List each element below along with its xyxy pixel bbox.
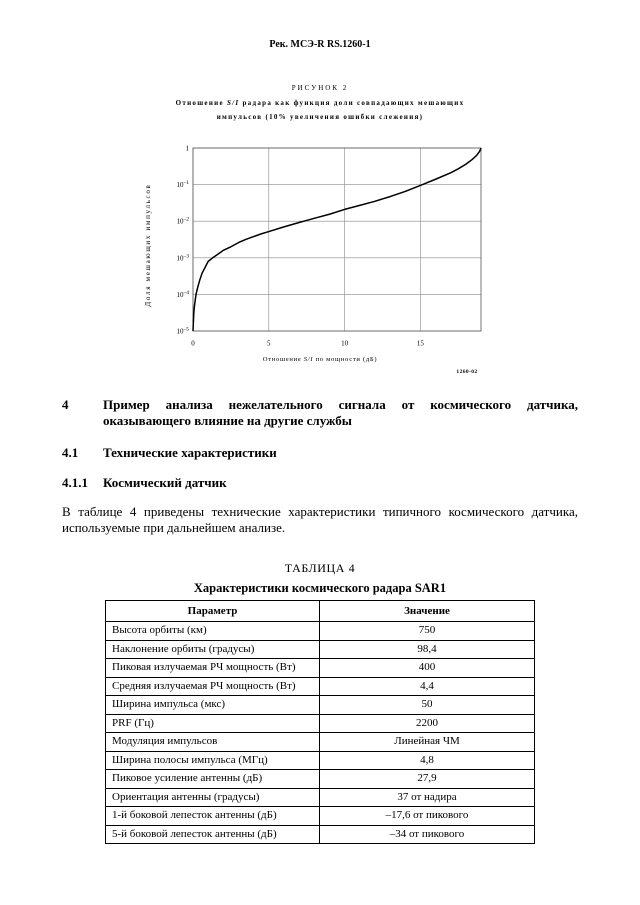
parameter-cell: Пиковая излучаемая РЧ мощность (Вт) <box>106 659 320 678</box>
y-tick-base: 10 <box>176 290 184 299</box>
table-row <box>106 622 535 641</box>
tick-layer <box>177 145 425 348</box>
paragraph-line: используемые при дальнейшем анализе. <box>62 520 286 535</box>
y-tick-label <box>177 253 190 262</box>
y-tick-exponent: –1 <box>183 180 189 187</box>
y-tick-label <box>186 145 190 153</box>
figure-label: РИСУНОК 2 <box>291 84 349 92</box>
grid-layer <box>193 148 481 331</box>
column-header-value: Значение <box>320 601 535 622</box>
subsection-number: 4.1 <box>62 445 79 460</box>
y-tick-label <box>177 180 190 189</box>
subsubsection-number: 4.1.1 <box>62 475 88 490</box>
table-header-row <box>106 601 535 622</box>
x-axis-label-emphasis: S/I <box>303 356 314 363</box>
table-row <box>106 807 535 826</box>
y-tick-exponent: –4 <box>183 289 189 296</box>
subsection-title: Технические характеристики <box>103 445 277 460</box>
parameter-cell: Ширина полосы импульса (МГц) <box>106 751 320 770</box>
figure-title-line-1 <box>0 98 640 108</box>
figure-chart <box>0 130 640 380</box>
x-tick-label: 15 <box>416 339 424 348</box>
parameter-cell: Модуляция импульсов <box>106 733 320 752</box>
value-cell: 4,4 <box>320 677 535 696</box>
curve-layer <box>193 148 481 331</box>
value-cell: –17,6 от пикового <box>320 807 535 826</box>
figure-title-text: радара как функция доли совпадающих мешающих <box>239 99 465 107</box>
body-paragraph <box>62 504 578 536</box>
parameter-cell: Пиковое усиление антенны (дБ) <box>106 770 320 789</box>
value-cell: 2200 <box>320 714 535 733</box>
value-cell: –34 от пикового <box>320 825 535 844</box>
parameter-cell: Ориентация антенны (градусы) <box>106 788 320 807</box>
y-tick-exponent: –3 <box>183 253 189 260</box>
parameter-cell: 5-й боковой лепесток антенны (дБ) <box>106 825 320 844</box>
value-cell: 750 <box>320 622 535 641</box>
value-cell: Линейная ЧМ <box>320 733 535 752</box>
figure-code: 1260-02 <box>456 369 478 375</box>
y-tick-base: 10 <box>176 254 184 263</box>
y-tick-label <box>177 327 190 336</box>
y-tick-label <box>177 290 190 299</box>
parameter-cell: PRF (Гц) <box>106 714 320 733</box>
parameter-cell: Наклонение орбиты (градусы) <box>106 640 320 659</box>
running-header: Рек. МСЭ-R RS.1260-1 <box>269 39 371 50</box>
y-tick-exponent: –5 <box>183 326 189 333</box>
parameter-cell: 1-й боковой лепесток антенны (дБ) <box>106 807 320 826</box>
y-tick-base: 1 <box>185 144 189 153</box>
column-header-parameter: Параметр <box>106 601 320 622</box>
value-cell: 4,8 <box>320 751 535 770</box>
table-label: ТАБЛИЦА 4 <box>284 561 356 575</box>
parameter-cell: Средняя излучаемая РЧ мощность (Вт) <box>106 677 320 696</box>
x-tick-label: 10 <box>341 339 349 348</box>
table-caption: Характеристики космического радара SAR1 <box>193 581 447 595</box>
value-cell: 98,4 <box>320 640 535 659</box>
parameter-cell: Ширина импульса (мкс) <box>106 696 320 715</box>
table-row <box>106 825 535 844</box>
y-tick-base: 10 <box>176 327 184 336</box>
subsubsection-title: Космический датчик <box>103 475 227 490</box>
x-tick-label: 0 <box>191 339 195 348</box>
table-row <box>106 640 535 659</box>
table-row <box>106 714 535 733</box>
value-cell: 37 от надира <box>320 788 535 807</box>
y-tick-base: 10 <box>176 217 184 226</box>
table-body <box>106 622 535 844</box>
table-row <box>106 696 535 715</box>
y-tick-label <box>177 217 190 226</box>
section-number: 4 <box>62 397 69 412</box>
value-cell: 50 <box>320 696 535 715</box>
parameter-cell: Высота орбиты (км) <box>106 622 320 641</box>
data-line <box>193 148 481 331</box>
x-tick-label: 5 <box>267 339 271 348</box>
figure-title-text: Отношение <box>175 99 227 107</box>
table-row <box>106 751 535 770</box>
figure-title-line-2: импульсов (10% увеличения ошибки слежения) <box>216 113 424 121</box>
value-cell: 400 <box>320 659 535 678</box>
x-axis-label-text: Отношение <box>262 356 304 363</box>
figure-title-emphasis: S/I <box>226 99 240 107</box>
x-axis-label-text: по мощности (дБ) <box>313 356 378 363</box>
table-row <box>106 770 535 789</box>
table-row <box>106 788 535 807</box>
y-tick-exponent: –2 <box>183 216 189 223</box>
plot-frame <box>193 148 481 331</box>
y-axis-label: Доля мешающих импульсов <box>144 183 152 307</box>
y-tick-base: 10 <box>176 181 184 190</box>
x-axis-label <box>263 356 378 363</box>
value-cell: 27,9 <box>320 770 535 789</box>
table-row <box>106 659 535 678</box>
section-title <box>103 397 578 429</box>
paragraph-line: В таблице 4 приведены технические характеристики типичного космического датчика, <box>62 504 578 519</box>
section-title-line: оказывающего влияние на другие службы <box>103 413 352 428</box>
section-title-line: Пример анализа нежелательного сигнала от космического датчика, <box>103 397 578 412</box>
spec-table <box>105 600 535 844</box>
table-row <box>106 677 535 696</box>
table-row <box>106 733 535 752</box>
